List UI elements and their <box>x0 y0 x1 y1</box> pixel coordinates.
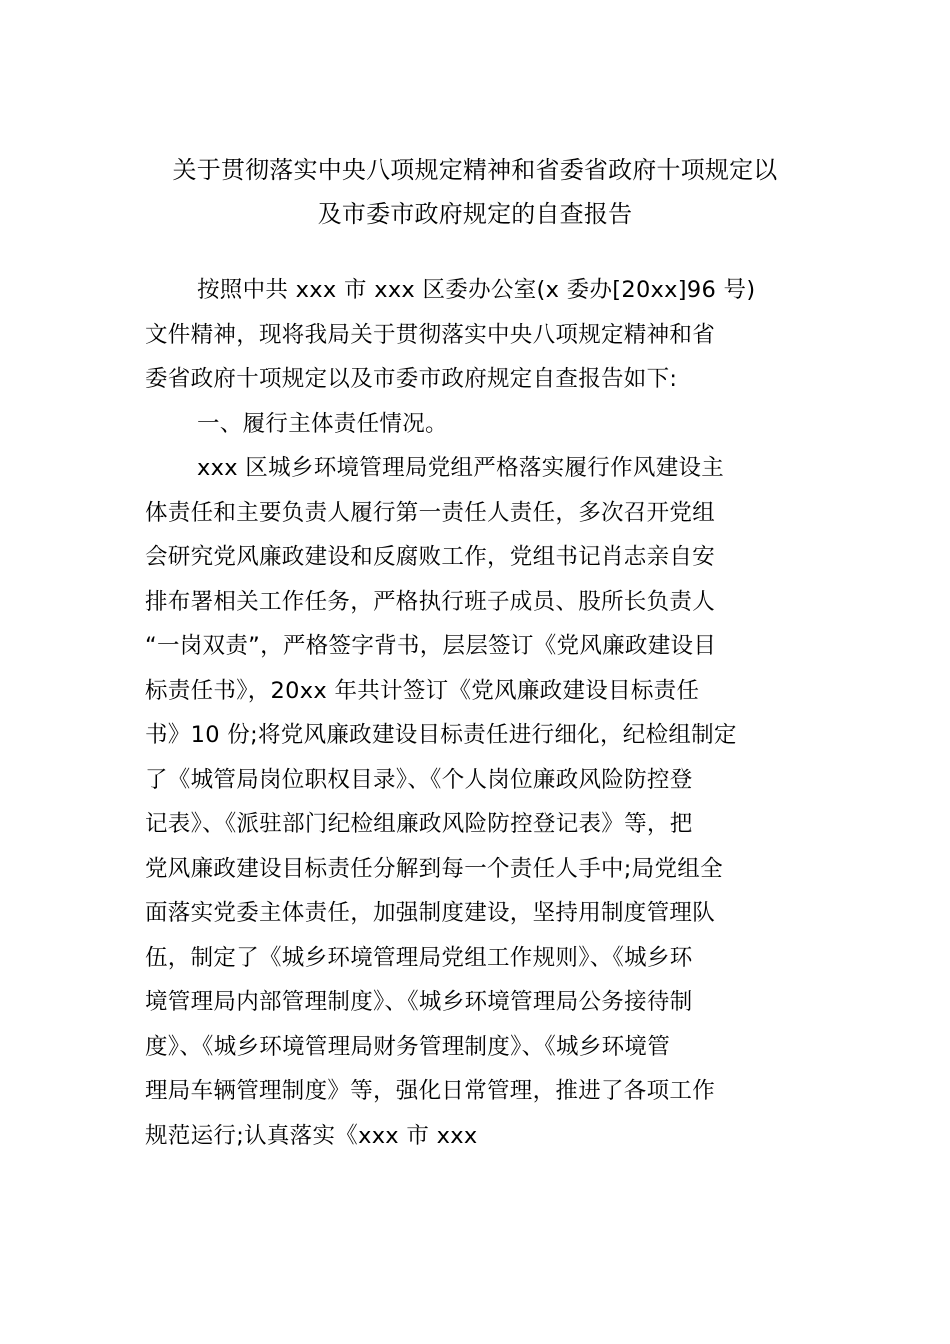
body-line: 书》10 份;将党风廉政建设目标责任进行细化，纪检组制定 <box>145 722 737 748</box>
body-line: 境管理局内部管理制度》、《城乡环境管理局公务接待制 <box>145 989 693 1015</box>
body-line: 会研究党风廉政建设和反腐败工作，党组书记肖志亲自安 <box>145 544 716 570</box>
body-line: xxx 区城乡环境管理局党组严格落实履行作风建设主 <box>197 455 725 481</box>
body-line: 党风廉政建设目标责任分解到每一个责任人手中;局党组全 <box>145 855 723 882</box>
body-line: 规范运行;认真落实《xxx 市 xxx <box>145 1122 478 1149</box>
title-line: 及市委市政府规定的自查报告 <box>317 200 633 228</box>
body-line: 理局车辆管理制度》等，强化日常管理，推进了各项工作 <box>145 1078 716 1104</box>
body-line: 体责任和主要负责人履行第一责任人责任，多次召开党组 <box>145 499 716 526</box>
body-line: 文件精神，现将我局关于贯彻落实中央八项规定精神和省 <box>145 321 716 348</box>
body-line: 度》、《城乡环境管理局财务管理制度》、《城乡环境管 <box>145 1033 671 1060</box>
body-line: 伍，制定了《城乡环境管理局党组工作规则》、《城乡环 <box>145 944 693 971</box>
document-title <box>140 148 810 236</box>
section-heading: 一、履行主体责任情况。 <box>197 410 448 437</box>
document-body <box>145 268 810 1158</box>
body-line: 委省政府十项规定以及市委市政府规定自查报告如下: <box>145 366 678 392</box>
body-line: 了《城管局岗位职权目录》、《个人岗位廉政风险防控登 <box>145 766 693 793</box>
title-line: 关于贯彻落实中央八项规定精神和省委省政府十项规定以 <box>172 156 778 184</box>
body-line: “一岗双责”，严格签字背书，层层签订《党风廉政建设目 <box>145 633 717 659</box>
body-line: 面落实党委主体责任，加强制度建设，坚持用制度管理队 <box>145 900 716 926</box>
body-line: 记表》、《派驻部门纪检组廉政风险防控登记表》等，把 <box>145 811 693 837</box>
body-line: 标责任书》，20xx 年共计签订《党风廉政建设目标责任 <box>145 677 700 704</box>
body-line: 排布署相关工作任务，严格执行班子成员、股所长负责人 <box>145 588 716 615</box>
body-line: 按照中共 xxx 市 xxx 区委办公室(x 委办[20xx]96 号) <box>197 277 756 303</box>
